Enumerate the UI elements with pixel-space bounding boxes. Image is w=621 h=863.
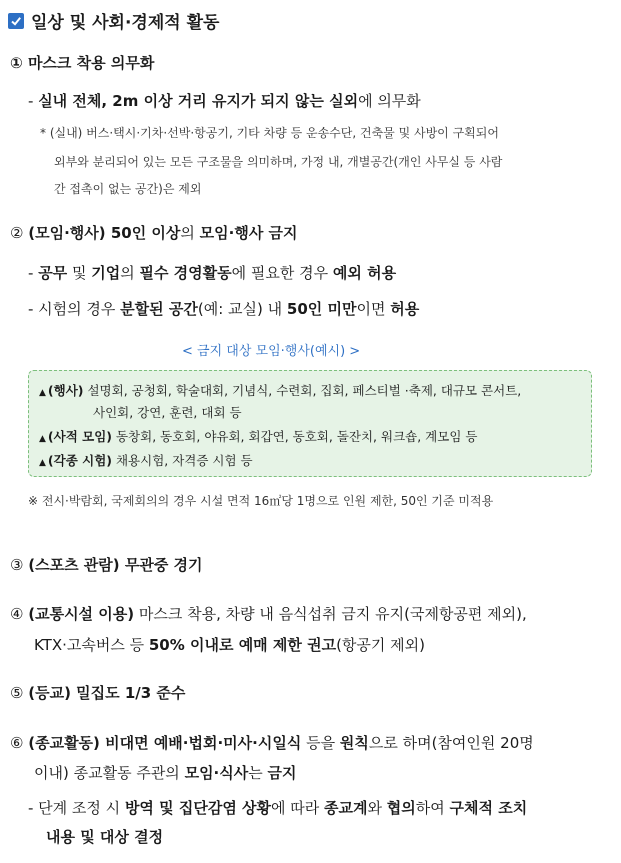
example-box	[28, 370, 592, 477]
section-title	[8, 8, 219, 33]
item-4-title: (교통시설 이용)	[28, 605, 135, 623]
triangle-icon: ▲	[39, 458, 46, 468]
item-5-heading	[10, 682, 185, 703]
b2e: 이면	[356, 300, 391, 318]
triangle-icon: ▲	[39, 388, 46, 398]
b2b: 분할된 공간	[120, 300, 198, 318]
i6b: 등을	[301, 734, 340, 752]
item-2-title-b: 의	[180, 224, 200, 242]
i6b2: 방역 및 집단감염 상황	[124, 799, 272, 817]
i6d: 으로 하며(참여인원 20명	[368, 734, 534, 752]
i6b3: 에 따라	[271, 799, 325, 817]
b2d: 50인 미만	[286, 300, 357, 318]
item-2-heading	[10, 222, 298, 243]
item-1-number: ①	[10, 54, 23, 72]
box-text-private: 동창회, 동호회, 야유회, 회갑연, 동호회, 돌잔치, 워크숍, 계모임 등	[112, 429, 478, 444]
b2c: (예: 교실) 내	[197, 300, 287, 318]
item-2-title-c: 모임·행사 금지	[199, 224, 298, 242]
b1c: 기업	[91, 264, 121, 282]
item-2-bullet-2	[28, 298, 419, 319]
item-1-note-line-3: 간 접촉이 없는 공간)은 제외	[54, 182, 202, 196]
i6b7: 하여	[415, 799, 450, 817]
item-4-rest: 마스크 착용, 차량 내 음식섭취 금지 유지(국제항공편 제외),	[134, 605, 527, 623]
item-1-title: 마스크 착용 의무화	[27, 54, 155, 72]
box-footnote: ※ 전시·박람회, 국제회의의 경우 시설 면적 16㎡당 1명으로 인원 제한, 50인 기준 미적용	[28, 494, 494, 508]
box-row-events-cont: 사인회, 강연, 훈련, 대회 등	[93, 405, 242, 420]
i6b8: 구체적 조치	[449, 799, 528, 817]
box-text-events: 설명회, 공청회, 학술대회, 기념식, 수련회, 집회, 페스티벌 ·축제, 대규모 콘서트,	[83, 383, 522, 398]
b2a: - 시험의 경우	[28, 300, 121, 318]
item-1-bullet-rest: 에 의무화	[358, 92, 421, 110]
i6f: 모임·식사	[184, 764, 249, 782]
i6e: 이내) 종교활동 주관의	[34, 764, 185, 782]
item-3-number: ③	[10, 556, 24, 574]
item-6-bullet	[28, 797, 527, 818]
section-title-text: 일상 및 사회·경제적 활동	[31, 13, 220, 33]
dash: -	[28, 264, 39, 282]
item-1-bullet	[28, 90, 421, 111]
item-2-title-a: (모임·행사) 50인 이상	[28, 224, 181, 242]
item-6-number: ⑥	[10, 734, 24, 752]
b1g: 예외 허용	[332, 264, 397, 282]
item-4-line-2	[34, 634, 425, 655]
b2f: 허용	[390, 300, 420, 318]
b1a: 공무	[38, 264, 68, 282]
checkbox-icon	[8, 13, 24, 29]
item-4-l2a: KTX·고속버스 등	[34, 636, 149, 654]
b1d: 의	[120, 264, 140, 282]
i6c: 원칙	[339, 734, 369, 752]
i6h: 금지	[267, 764, 297, 782]
i6b5: 와	[367, 799, 387, 817]
i6b4: 종교계	[324, 799, 368, 817]
i6a: (종교활동) 비대면 예배·법회·미사·시일식	[28, 734, 302, 752]
item-4-number: ④	[10, 605, 24, 623]
item-2-bullet-1	[28, 262, 396, 283]
example-caption: < 금지 대상 모임·행사(예시) >	[182, 344, 361, 359]
i6b1: - 단계 조정 시	[28, 799, 125, 817]
i6g: 는	[248, 764, 268, 782]
item-6-bullet-cont: 내용 및 대상 결정	[46, 828, 164, 846]
item-4-l2b: 50% 이내로 예매 제한 권고	[148, 636, 337, 654]
triangle-icon: ▲	[39, 434, 46, 444]
item-2-number: ②	[10, 224, 24, 242]
b1b: 및	[67, 264, 92, 282]
item-3-title: (스포츠 관람) 무관중 경기	[28, 556, 203, 574]
dash: -	[28, 92, 39, 110]
item-3-heading	[10, 554, 203, 575]
item-6-line-2	[34, 762, 297, 783]
item-6-line-1	[10, 732, 534, 753]
item-4-line-1	[10, 603, 527, 624]
i6b6: 협의	[386, 799, 416, 817]
item-4-l2c: (항공기 제외)	[336, 636, 426, 654]
box-label-private: (사적 모임)	[47, 429, 112, 444]
item-5-title: (등교) 밀집도 1/3 준수	[28, 684, 186, 702]
box-row-private	[39, 427, 477, 445]
item-1-note-line-2: 외부와 분리되어 있는 모든 구조물을 의미하며, 가정 내, 개별공간(개인 사무실 등 사람	[54, 155, 503, 169]
item-1-bullet-bold: 실내 전체, 2m 이상 거리 유지가 되지 않는 실외	[38, 92, 359, 110]
box-label-exams: (각종 시험)	[47, 453, 112, 468]
b1f: 에 필요한 경우	[231, 264, 333, 282]
item-1-note-line-1: * (실내) 버스·택시·기차·선박·항공기, 기타 차량 등 운송수단, 건축물 및 사방이 구획되어	[40, 126, 499, 140]
item-1-heading	[10, 52, 154, 73]
box-text-exams: 채용시험, 자격증 시험 등	[112, 453, 253, 468]
box-row-exams	[39, 451, 253, 469]
box-row-events	[39, 381, 521, 399]
item-5-number: ⑤	[10, 684, 24, 702]
b1e: 필수 경영활동	[139, 264, 232, 282]
box-label-events: (행사)	[47, 383, 84, 398]
